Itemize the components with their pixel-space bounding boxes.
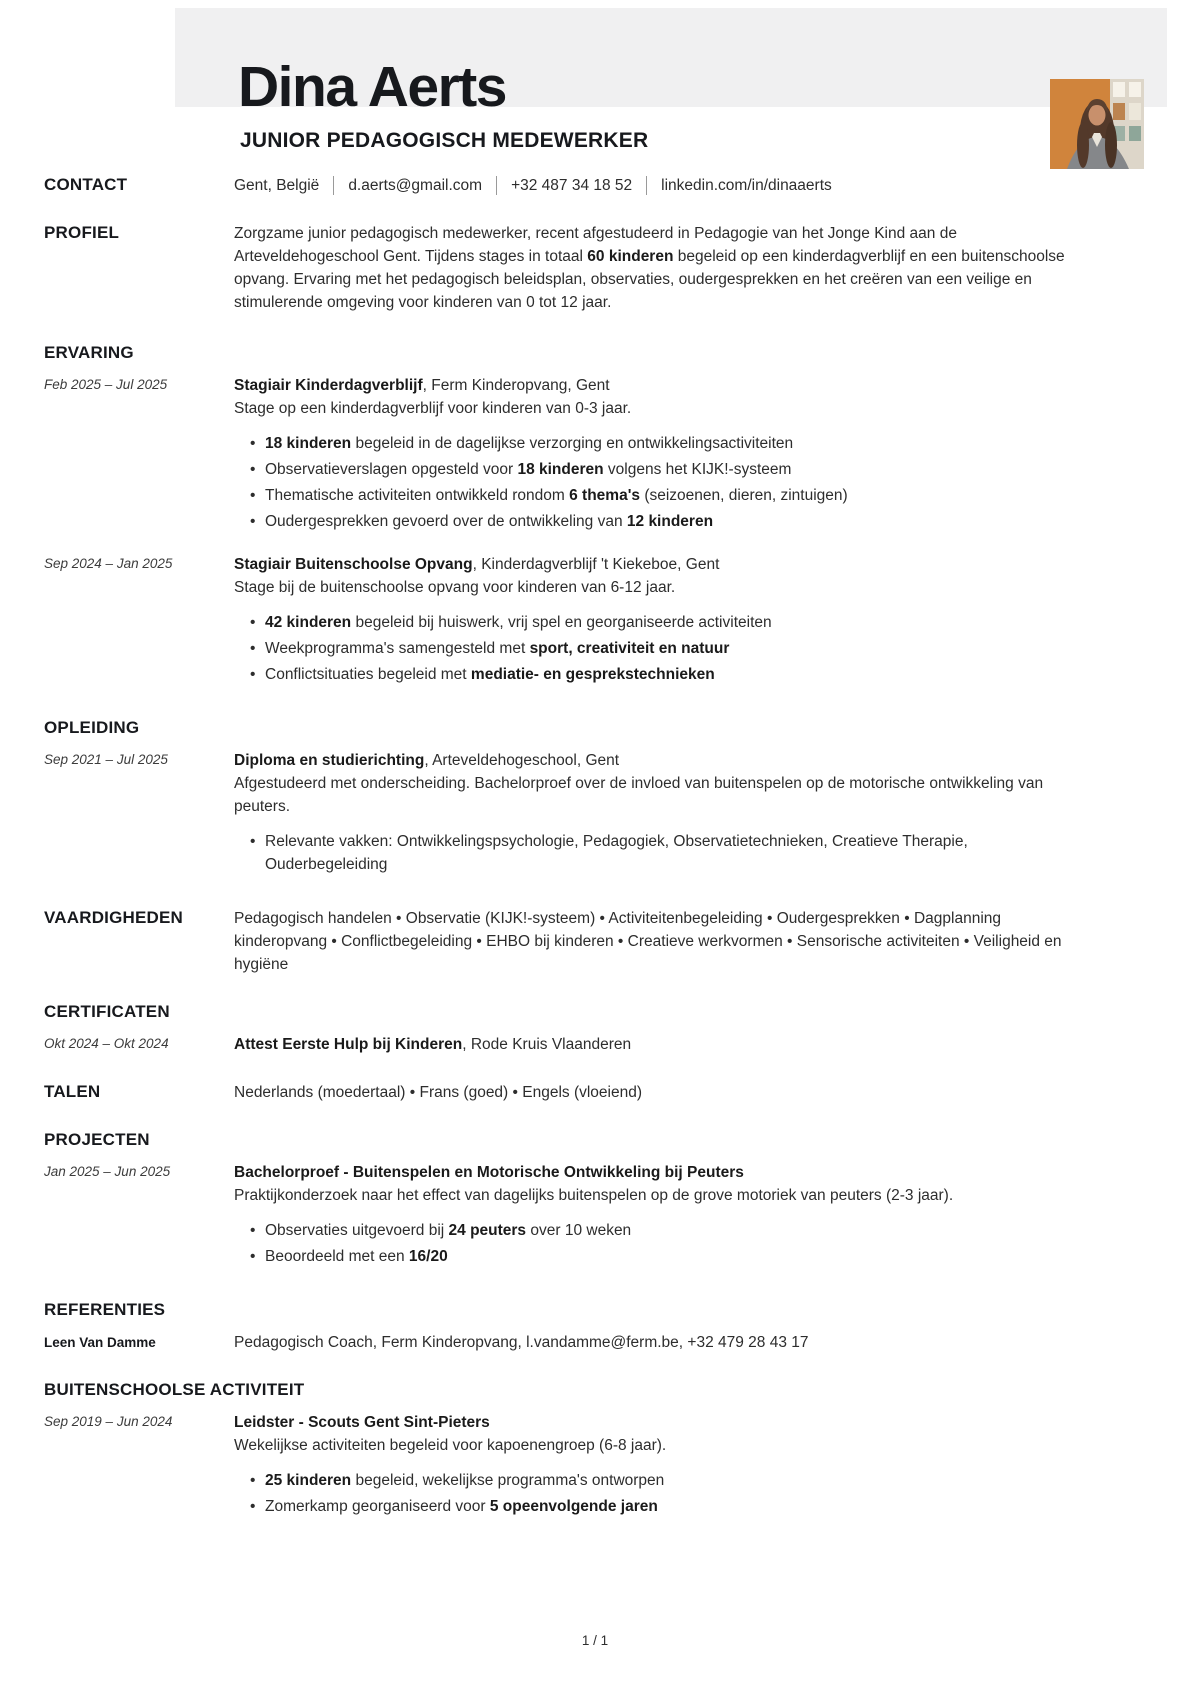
entry-title: Attest Eerste Hulp bij Kinderen, Rode Kruis Vlaanderen [234, 1036, 632, 1053]
contact-location: Gent, België [234, 177, 320, 194]
section-certificaten [0, 1001, 1190, 1056]
skills-text: Pedagogisch handelen • Observatie (KIJK!-systeem) • Activiteitenbegeleiding • Oudergesprekken • Dagplanning kinderopvang • Conflictbegeleiding • EHBO bij kinderen • Creatieve werkvormen • Sensorische activiteiten • Veiligheid en hygiëne [234, 910, 1062, 973]
bullet-item: • Thematische activiteiten ontwikkeld rondom 6 thema's (seizoenen, dieren, zintuigen) [234, 484, 1065, 507]
bullet-item: • Observaties uitgevoerd bij 24 peuters over 10 weken [234, 1219, 1065, 1242]
entry-title: Leidster - Scouts Gent Sint-Pieters [234, 1414, 490, 1431]
entry-description: Stage op een kinderdagverblijf voor kinderen van 0-3 jaar. [234, 400, 632, 417]
entry-description: Stage bij de buitenschoolse opvang voor kinderen van 6-12 jaar. [234, 579, 676, 596]
page-indicator: 1 / 1 [581, 1633, 609, 1648]
section-ervaring [0, 342, 1190, 689]
bullet-item: • Weekprogramma's samengesteld met sport, creativiteit en natuur [234, 637, 1065, 660]
bullet-item: • Relevante vakken: Ontwikkelingspsychologie, Pedagogiek, Observatietechnieken, Creatieve Therapie, Ouderbegeleiding [234, 830, 1065, 876]
referenties-label: REFERENTIES [44, 1300, 166, 1319]
section-buitenschoolse-activiteit [0, 1379, 1190, 1521]
education-entry [0, 749, 1190, 879]
entry-dates: Sep 2021 – Jul 2025 [44, 752, 168, 767]
experience-entry [0, 374, 1190, 536]
bullet-item: • 18 kinderen begeleid in de dagelijkse verzorging en ontwikkelingsactiviteiten [234, 432, 1065, 455]
section-profiel [0, 222, 1190, 314]
talen-label: TALEN [44, 1082, 101, 1101]
entry-dates: Jan 2025 – Jun 2025 [44, 1164, 171, 1179]
job-title: JUNIOR PEDAGOGISCH MEDEWERKER [240, 129, 649, 152]
resume-body [0, 174, 1190, 1521]
reference-detail: Pedagogisch Coach, Ferm Kinderopvang, l.vandamme@ferm.be, +32 479 28 43 17 [234, 1334, 809, 1351]
reference-name: Leen Van Damme [44, 1335, 156, 1350]
bullet-item: • Observatieverslagen opgesteld voor 18 kinderen volgens het KIJK!-systeem [234, 458, 1065, 481]
bullet-item: • Zomerkamp georganiseerd voor 5 opeenvolgende jaren [234, 1495, 1065, 1518]
contact-info [234, 174, 1065, 197]
opleiding-label: OPLEIDING [44, 718, 140, 737]
section-vaardigheden [0, 907, 1190, 976]
section-contact [0, 174, 1190, 197]
contact-linkedin: linkedin.com/in/dinaaerts [661, 177, 832, 194]
contact-label: CONTACT [44, 175, 128, 194]
entry-bullets [234, 1219, 1065, 1268]
certificaten-label: CERTIFICATEN [44, 1002, 170, 1021]
entry-dates: Sep 2019 – Jun 2024 [44, 1414, 173, 1429]
reference-entry [0, 1331, 1190, 1354]
contact-separator [646, 176, 647, 195]
bullet-item: • 42 kinderen begeleid bij huiswerk, vrij spel en georganiseerde activiteiten [234, 611, 1065, 634]
entry-description: Wekelijkse activiteiten begeleid voor kapoenengroep (6-8 jaar). [234, 1437, 667, 1454]
entry-title: Stagiair Buitenschoolse Opvang, Kinderdagverblijf 't Kiekeboe, Gent [234, 556, 720, 573]
section-opleiding [0, 717, 1190, 879]
entry-title: Stagiair Kinderdagverblijf, Ferm Kinderopvang, Gent [234, 377, 610, 394]
bullet-item: • Conflictsituaties begeleid met mediatie- en gesprekstechnieken [234, 663, 1065, 686]
contact-phone: +32 487 34 18 52 [511, 177, 633, 194]
entry-title: Diploma en studierichting, Arteveldehogeschool, Gent [234, 752, 620, 769]
activity-entry [0, 1411, 1190, 1521]
bullet-item: • Oudergesprekken gevoerd over de ontwikkeling van 12 kinderen [234, 510, 1065, 533]
vaardigheden-label: VAARDIGHEDEN [44, 908, 184, 927]
entry-dates: Feb 2025 – Jul 2025 [44, 377, 168, 392]
profile-photo-image [1050, 79, 1144, 169]
entry-bullets [234, 1469, 1065, 1518]
entry-dates: Okt 2024 – Okt 2024 [44, 1036, 169, 1051]
projecten-label: PROJECTEN [44, 1130, 150, 1149]
bullet-item: • Beoordeeld met een 16/20 [234, 1245, 1065, 1268]
buitenschools-label: BUITENSCHOOLSE ACTIVITEIT [44, 1380, 305, 1399]
experience-entry [0, 553, 1190, 689]
section-projecten [0, 1129, 1190, 1271]
person-name: Dina Aerts [238, 55, 506, 119]
contact-separator [333, 176, 334, 195]
profiel-text: Zorgzame junior pedagogisch medewerker, recent afgestudeerd in Pedagogie van het Jonge Kind aan de Arteveldehogeschool Gent. Tijdens stages in totaal 60 kinderen begeleid op een kinderdagverblijf en een buitenschoolse opvang. Ervaring met het pedagogisch beleidsplan, observaties, oudergesprekken en het creëren van een veilige en stimulerende omgeving voor kinderen van 0 tot 12 jaar. [234, 225, 1065, 311]
certificate-entry [0, 1033, 1190, 1056]
languages-text: Nederlands (moedertaal) • Frans (goed) • Engels (vloeiend) [234, 1084, 643, 1101]
entry-description: Afgestudeerd met onderscheiding. Bachelorproef over de invloed van buitenspelen op de motorische ontwikkeling van peuters. [234, 775, 1044, 815]
project-entry [0, 1161, 1190, 1271]
contact-email: d.aerts@gmail.com [348, 177, 483, 194]
profiel-label: PROFIEL [44, 223, 120, 242]
ervaring-label: ERVARING [44, 343, 134, 362]
profile-photo [1050, 79, 1144, 169]
bullet-item: • 25 kinderen begeleid, wekelijkse programma's ontworpen [234, 1469, 1065, 1492]
entry-description: Praktijkonderzoek naar het effect van dagelijks buitenspelen op de grove motoriek van peuters (2-3 jaar). [234, 1187, 954, 1204]
section-talen [0, 1081, 1190, 1104]
entry-bullets [234, 611, 1065, 686]
entry-title: Bachelorproef - Buitenspelen en Motorische Ontwikkeling bij Peuters [234, 1164, 744, 1181]
section-referenties [0, 1299, 1190, 1354]
entry-dates: Sep 2024 – Jan 2025 [44, 556, 173, 571]
contact-separator [496, 176, 497, 195]
entry-bullets [234, 432, 1065, 533]
entry-bullets [234, 830, 1065, 876]
